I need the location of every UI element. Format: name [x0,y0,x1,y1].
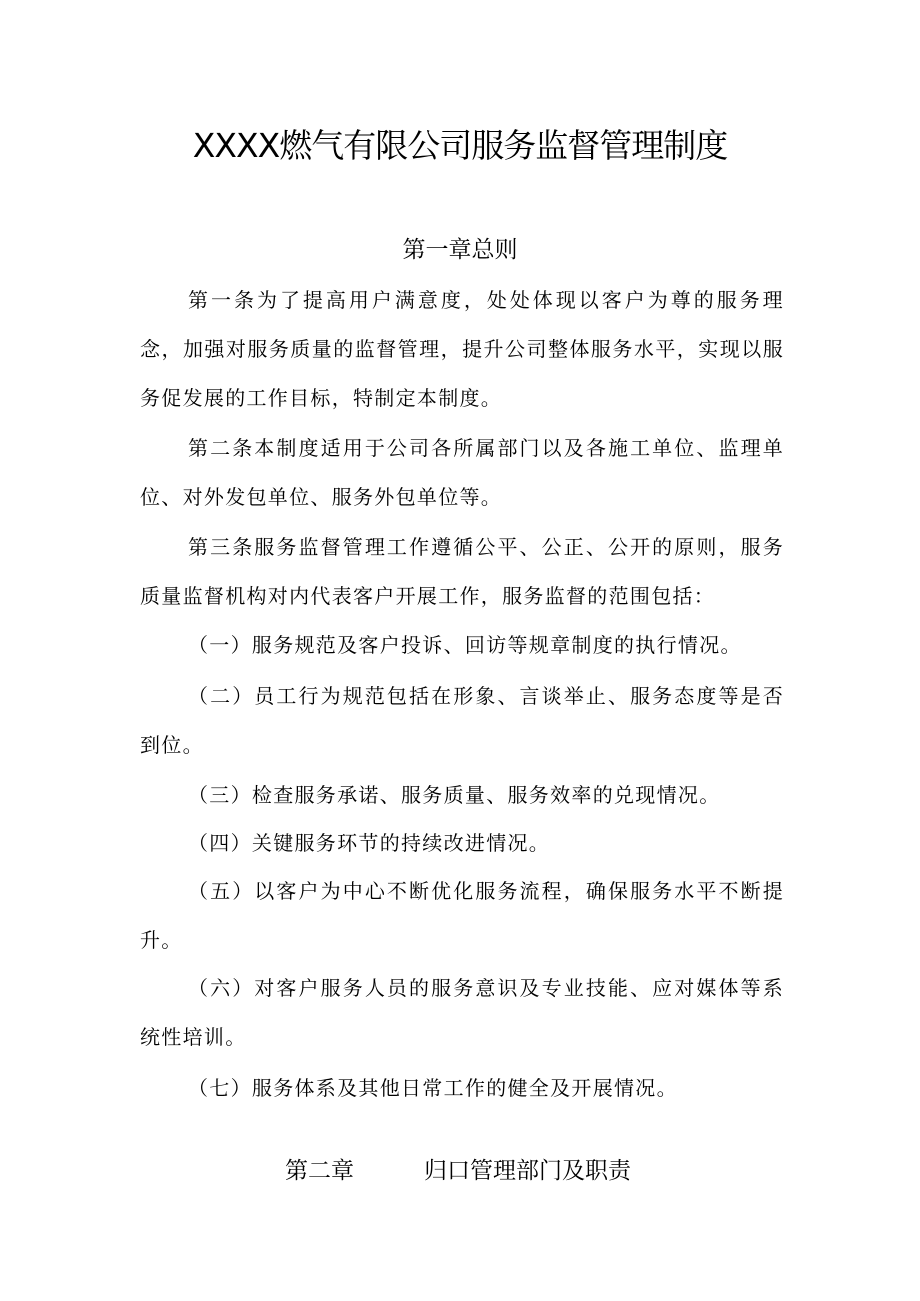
scope-item-5: （五）以客户为中心不断优化服务流程，确保服务水平不断提升。 [140,879,784,952]
document-title: XXXX燃气有限公司服务监督管理制度 [192,126,728,165]
scope-item-1: （一）服务规范及客户投诉、回访等规章制度的执行情况。 [188,633,742,657]
scope-item-7: （七）服务体系及其他日常工作的健全及开展情况。 [188,1076,678,1100]
chapter-2-name: 归口管理部门及职责 [424,1158,631,1184]
scope-item-6: （六）对客户服务人员的服务意识及专业技能、应对媒体等系统性培训。 [140,976,784,1049]
article-3-paragraph: 第三条服务监督管理工作遵循公平、公正、公开的原则，服务质量监督机构对内代表客户开展工作，服务监督的范围包括： [140,535,784,608]
chapter-2-number: 第二章 [285,1158,354,1184]
scope-item-2: （二）员工行为规范包括在形象、言谈举止、服务态度等是否到位。 [140,684,784,757]
scope-item-3: （三）检查服务承诺、服务质量、服务效率的兑现情况。 [188,783,721,807]
scope-item-4: （四）关键服务环节的持续改进情况。 [188,831,551,855]
chapter-1-heading: 第一章总则 [402,237,518,263]
article-2-paragraph: 第二条本制度适用于公司各所属部门以及各施工单位、监理单位、对外发包单位、服务外包单位等。 [140,436,784,509]
chapter-2-heading [0,1152,920,1190]
article-1-paragraph: 第一条为了提高用户满意度，处处体现以客户为尊的服务理念，加强对服务质量的监督管理，提升公司整体服务水平，实现以服务促发展的工作目标，特制定本制度。 [140,288,784,410]
